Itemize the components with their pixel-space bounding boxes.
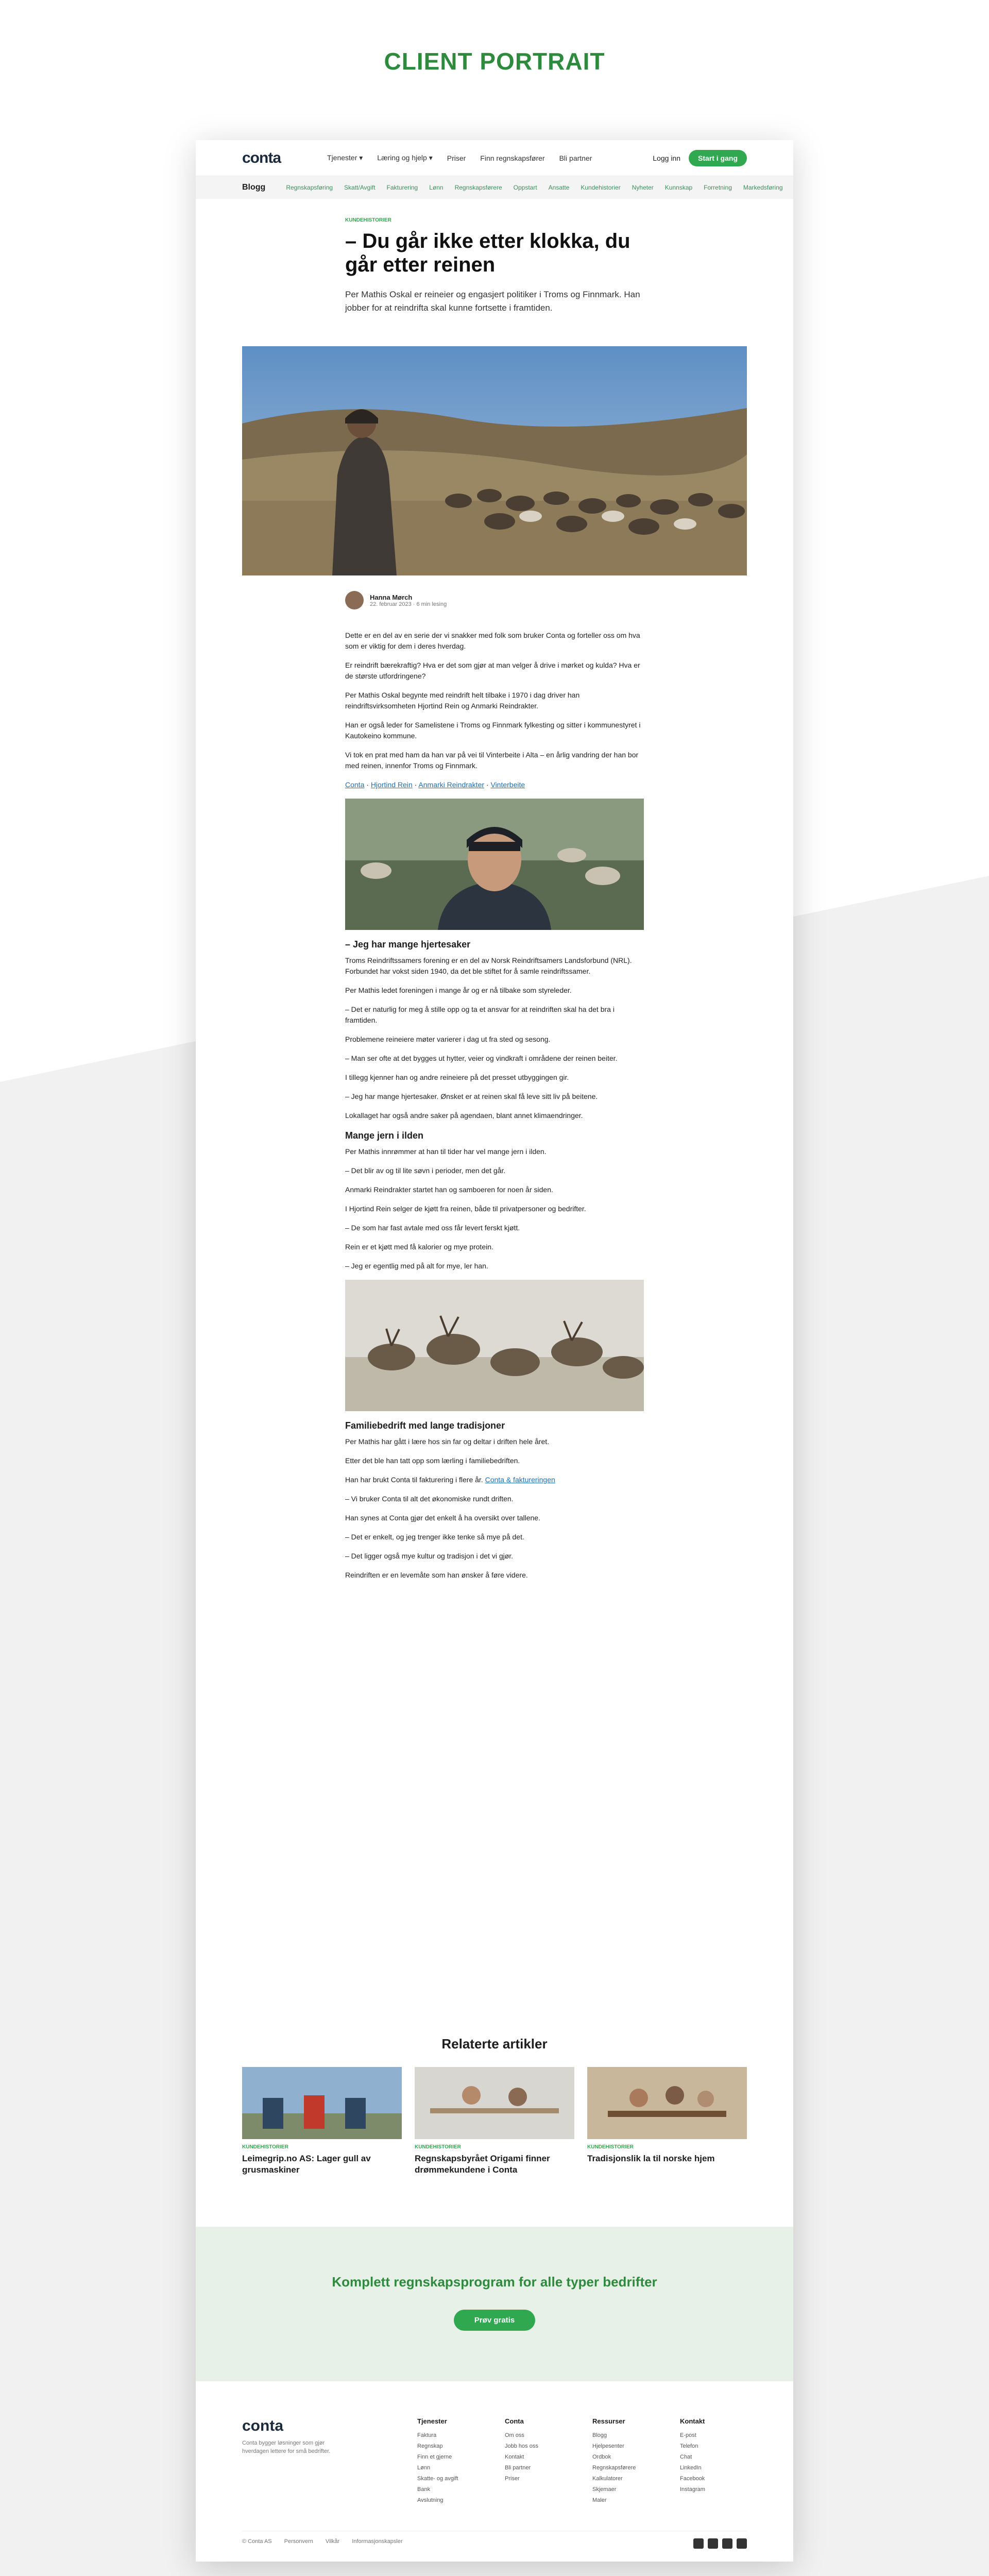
footer-link[interactable]: Skjemaer bbox=[592, 2486, 617, 2493]
top-nav bbox=[196, 140, 793, 176]
footer-column-title: Ressurser bbox=[592, 2417, 625, 2425]
start-button[interactable]: Start i gang bbox=[689, 150, 747, 166]
section-heading: Familiebedrift med lange tradisjoner bbox=[345, 1420, 505, 1431]
social-icons bbox=[693, 2538, 747, 2549]
blog-category[interactable]: Oppstart bbox=[513, 184, 537, 191]
youtube-icon[interactable] bbox=[737, 2538, 747, 2549]
blog-category[interactable]: Nyheter bbox=[632, 184, 654, 191]
article-paragraph: Han synes at Conta gjør det enkelt å ha oversikt over tallene. bbox=[345, 1514, 540, 1522]
article-paragraph: Rein er et kjøtt med få kalorier og mye protein. bbox=[345, 1243, 493, 1251]
blog-category[interactable]: Lønn bbox=[429, 184, 444, 191]
footer-link[interactable]: Om oss bbox=[505, 2432, 524, 2438]
footer-column-ressurser bbox=[592, 2417, 670, 2508]
hero-image-reindeer-herder bbox=[242, 346, 747, 575]
article-paragraph: – Det blir av og til lite søvn i perioder, men det går. bbox=[345, 1166, 506, 1175]
reindeer-herd-photo bbox=[345, 1280, 644, 1411]
footer-link[interactable]: Hjelpesenter bbox=[592, 2443, 624, 2449]
author-avatar bbox=[345, 591, 364, 609]
footer-link[interactable]: Priser bbox=[505, 2476, 520, 2482]
nav-item-finn-regnskapsforer[interactable]: Finn regnskapsfører bbox=[480, 154, 545, 162]
related-article-card[interactable] bbox=[415, 2067, 574, 2176]
footer-link[interactable]: Maler bbox=[592, 2497, 607, 2503]
footer-link[interactable]: Telefon bbox=[680, 2443, 698, 2449]
inline-link-vinterbeite[interactable]: Vinterbeite bbox=[490, 781, 525, 789]
try-free-button[interactable]: Prøv gratis bbox=[454, 2310, 535, 2331]
article-paragraph: I Hjortind Rein selger de kjøtt fra reinen, både til privatpersoner og bedrifter. bbox=[345, 1205, 586, 1213]
footer-link[interactable]: Ordbok bbox=[592, 2454, 611, 2460]
legal-link[interactable]: Vilkår bbox=[325, 2538, 340, 2545]
blog-category[interactable]: Regnskapsføring bbox=[286, 184, 333, 191]
related-article-image bbox=[587, 2067, 747, 2139]
inline-link-conta[interactable]: Conta bbox=[345, 781, 365, 789]
footer-link[interactable]: Jobb hos oss bbox=[505, 2443, 538, 2449]
blog-category[interactable]: Ansatte bbox=[548, 184, 570, 191]
footer-link[interactable]: Avslutning bbox=[417, 2497, 444, 2503]
blog-category[interactable]: Forretning bbox=[704, 184, 732, 191]
article-paragraph: Per Mathis Oskal begynte med reindrift helt tilbake i 1970 i dag driver han reindriftsvirksomheten Hjortind Rein og Anmarki Reindrakter. bbox=[345, 691, 580, 710]
article-paragraph: Etter det ble han tatt opp som lærling i familiebedriften. bbox=[345, 1456, 520, 1465]
article-paragraph: Anmarki Reindrakter startet han og samboeren for noen år siden. bbox=[345, 1185, 553, 1194]
article-lead: Per Mathis Oskal er reineier og engasjert politiker i Troms og Finnmark. Han jobber for at reindrifta skal kunne fortsette i framtiden. bbox=[345, 290, 640, 313]
inline-link-anmarki[interactable]: Anmarki Reindrakter bbox=[418, 781, 485, 789]
blog-category[interactable]: Kundehistorier bbox=[581, 184, 621, 191]
legal-link[interactable]: Personvern bbox=[284, 2538, 313, 2545]
article-paragraph: Han er også leder for Samelistene i Troms og Finnmark fylkesting og sitter i kommunestyret i Kautokeino kommune. bbox=[345, 721, 641, 740]
article-paragraph: Lokallaget har også andre saker på agendaen, blant annet klimaendringer. bbox=[345, 1111, 583, 1120]
nav-item-laering[interactable]: Læring og hjelp ▾ bbox=[377, 154, 433, 162]
footer-column-tjenester bbox=[417, 2417, 494, 2508]
author-block bbox=[345, 591, 644, 609]
article-paragraph: Reindriften er en levemåte som han ønsker å føre videre. bbox=[345, 1571, 528, 1579]
blog-category[interactable]: Kunnskap bbox=[664, 184, 693, 191]
article-paragraph: – Det ligger også mye kultur og tradisjon i det vi gjør. bbox=[345, 1552, 514, 1560]
article-paragraph: Per Mathis ledet foreningen i mange år og er nå tilbake som styreleder. bbox=[345, 986, 572, 994]
footer-link[interactable]: Bli partner bbox=[505, 2465, 531, 2471]
article-paragraph: Dette er en del av en serie der vi snakker med folk som bruker Conta og forteller oss om hva som er viktig for dem i deres hverdag. bbox=[345, 631, 640, 650]
article-paragraph: Per Mathis har gått i lære hos sin far og deltar i driften hele året. bbox=[345, 1437, 550, 1446]
blog-category[interactable]: Fakturering bbox=[386, 184, 418, 191]
footer-link[interactable]: Chat bbox=[680, 2454, 692, 2460]
related-articles bbox=[242, 2067, 747, 2176]
article-paragraph: – Det er naturlig for meg å stille opp og ta et ansvar for at reindriften skal ha det bra i framtiden. bbox=[345, 1005, 615, 1024]
author-name: Hanna Mørch bbox=[370, 593, 413, 601]
footer-link[interactable]: Regnskapsførere bbox=[592, 2465, 636, 2471]
footer-link[interactable]: Kontakt bbox=[505, 2454, 524, 2460]
article-paragraph: Troms Reindriftssamers forening er en del av Norsk Reindriftsamers Landsforbund (NRL). Forbundet har vokst siden 1940, da det ble stiftet for å samle reindriftssamer. bbox=[345, 956, 632, 975]
article-paragraph bbox=[345, 1475, 644, 1485]
related-article-title[interactable]: Regnskapsbyrået Origami finner drømmekundene i Conta bbox=[415, 2154, 550, 2175]
footer-link[interactable]: Finn et gjerne bbox=[417, 2454, 452, 2460]
related-article-image bbox=[242, 2067, 402, 2139]
article-paragraph: Er reindrift bærekraftig? Hva er det som gjør at man velger å drive i mørket og kulda? Hva er de største utfordringene? bbox=[345, 661, 640, 680]
footer-link[interactable]: Bank bbox=[417, 2486, 431, 2493]
article-body bbox=[345, 591, 644, 1589]
footer-link[interactable]: E-post bbox=[680, 2432, 696, 2438]
footer-link[interactable]: Lønn bbox=[417, 2465, 431, 2471]
article-paragraph: – Vi bruker Conta til alt det økonomiske rundt driften. bbox=[345, 1495, 514, 1503]
article-paragraph: – Man ser ofte at det bygges ut hytter, veier og vindkraft i områdene der reinen beiter. bbox=[345, 1054, 618, 1062]
footer bbox=[242, 2417, 747, 2503]
client-portrait-title: CLIENT PORTRAIT bbox=[384, 48, 605, 75]
article-header bbox=[345, 217, 644, 315]
blog-category[interactable]: Markedsføring bbox=[743, 184, 783, 191]
related-article-kicker: KUNDEHISTORIER bbox=[415, 2144, 461, 2150]
blog-title[interactable]: Blogg bbox=[242, 183, 266, 192]
related-articles-title: Relaterte artikler bbox=[441, 2036, 548, 2052]
related-article-card[interactable] bbox=[242, 2067, 402, 2176]
footer-legal bbox=[242, 2531, 747, 2549]
instagram-icon[interactable] bbox=[722, 2538, 732, 2549]
nav-item-tjenester[interactable]: Tjenester ▾ bbox=[327, 154, 363, 162]
article-kicker[interactable]: KUNDEHISTORIER bbox=[345, 217, 391, 223]
nav-item-bli-partner[interactable]: Bli partner bbox=[559, 154, 592, 162]
footer-column-title: Kontakt bbox=[680, 2417, 705, 2425]
linkedin-icon[interactable] bbox=[693, 2538, 704, 2549]
related-article-kicker: KUNDEHISTORIER bbox=[587, 2144, 634, 2150]
footer-link[interactable]: LinkedIn bbox=[680, 2465, 702, 2471]
related-article-title[interactable]: Leimegrip.no AS: Lager gull av grusmaskiner bbox=[242, 2154, 371, 2175]
cta-title: Komplett regnskapsprogram for alle typer bedrifter bbox=[332, 2274, 657, 2290]
article-paragraph: – Det er enkelt, og jeg trenger ikke tenke så mye på det. bbox=[345, 1533, 524, 1541]
article-paragraph: Per Mathis innrømmer at han til tider har vel mange jern i ilden. bbox=[345, 1147, 547, 1156]
footer-column-kontakt bbox=[680, 2417, 757, 2497]
footer-link[interactable]: Regnskap bbox=[417, 2443, 443, 2449]
related-article-kicker: KUNDEHISTORIER bbox=[242, 2144, 288, 2150]
facebook-icon[interactable] bbox=[708, 2538, 718, 2549]
footer-column-title: Conta bbox=[505, 2417, 524, 2425]
conta-logo[interactable]: conta bbox=[242, 149, 281, 166]
inline-link-hjortind-rein[interactable]: Hjortind Rein bbox=[370, 781, 413, 789]
article-paragraph: – Jeg er egentlig med på alt for mye, ler han. bbox=[345, 1262, 488, 1270]
footer-logo[interactable]: conta bbox=[242, 2417, 284, 2434]
author-meta: 22. februar 2023 · 6 min lesing bbox=[370, 601, 447, 607]
article-inline-links: Conta · Hjortind Rein · Anmarki Reindrakter · Vinterbeite bbox=[345, 781, 525, 789]
article-paragraph: I tillegg kjenner han og andre reineiere på det presset utbyggingen gir. bbox=[345, 1073, 569, 1081]
blog-subnav bbox=[196, 176, 793, 199]
article-page-card bbox=[196, 140, 793, 2562]
article-paragraph: Vi tok en prat med ham da han var på vei til Vinterbeite i Alta – en årlig vandring der han bor med reinen, innenfor Troms og Finnmark. bbox=[345, 751, 639, 770]
section-heading: – Jeg har mange hjertesaker bbox=[345, 939, 471, 950]
related-article-title[interactable]: Tradisjonslik la til norske hjem bbox=[587, 2154, 715, 2163]
article-paragraph: – Jeg har mange hjertesaker. Ønsket er at reinen skal få leve sitt liv på beitene. bbox=[345, 1092, 598, 1100]
article-paragraph: Problemene reineiere møter varierer i dag ut fra sted og sesong. bbox=[345, 1035, 551, 1043]
article-headline: – Du går ikke etter klokka, du går etter reinen bbox=[345, 230, 630, 276]
footer-column-title: Tjenester bbox=[417, 2417, 447, 2425]
cta-banner bbox=[196, 2227, 793, 2381]
footer-column-conta bbox=[505, 2417, 582, 2486]
footer-link[interactable]: Faktura bbox=[417, 2432, 437, 2438]
login-link[interactable]: Logg inn bbox=[653, 154, 680, 162]
legal-link[interactable]: © Conta AS bbox=[242, 2538, 272, 2545]
footer-link[interactable]: Facebook bbox=[680, 2476, 705, 2482]
footer-link[interactable]: Kalkulatorer bbox=[592, 2476, 623, 2482]
portrait-photo-per-mathis bbox=[345, 799, 644, 930]
inline-link-conta-faktura[interactable]: Conta & faktureringen bbox=[485, 1476, 555, 1484]
blog-category[interactable]: Regnskapsførere bbox=[454, 184, 502, 191]
related-article-card[interactable] bbox=[587, 2067, 747, 2176]
legal-link[interactable]: Informasjonskapsler bbox=[352, 2538, 403, 2545]
related-article-image bbox=[415, 2067, 574, 2139]
nav-item-priser[interactable]: Priser bbox=[447, 154, 466, 162]
footer-link[interactable]: Skatte- og avgift bbox=[417, 2476, 458, 2482]
blog-category[interactable]: Skatt/Avgift bbox=[344, 184, 376, 191]
article-paragraph: – De som har fast avtale med oss får levert ferskt kjøtt. bbox=[345, 1224, 520, 1232]
article-text: Han har brukt Conta til fakturering i flere år. bbox=[345, 1476, 483, 1484]
section-heading: Mange jern i ilden bbox=[345, 1130, 424, 1141]
footer-link[interactable]: Blogg bbox=[592, 2432, 607, 2438]
footer-description: Conta bygger løsninger som gjør hverdagen lettere for små bedrifter. bbox=[242, 2440, 331, 2454]
footer-link[interactable]: Instagram bbox=[680, 2486, 705, 2493]
